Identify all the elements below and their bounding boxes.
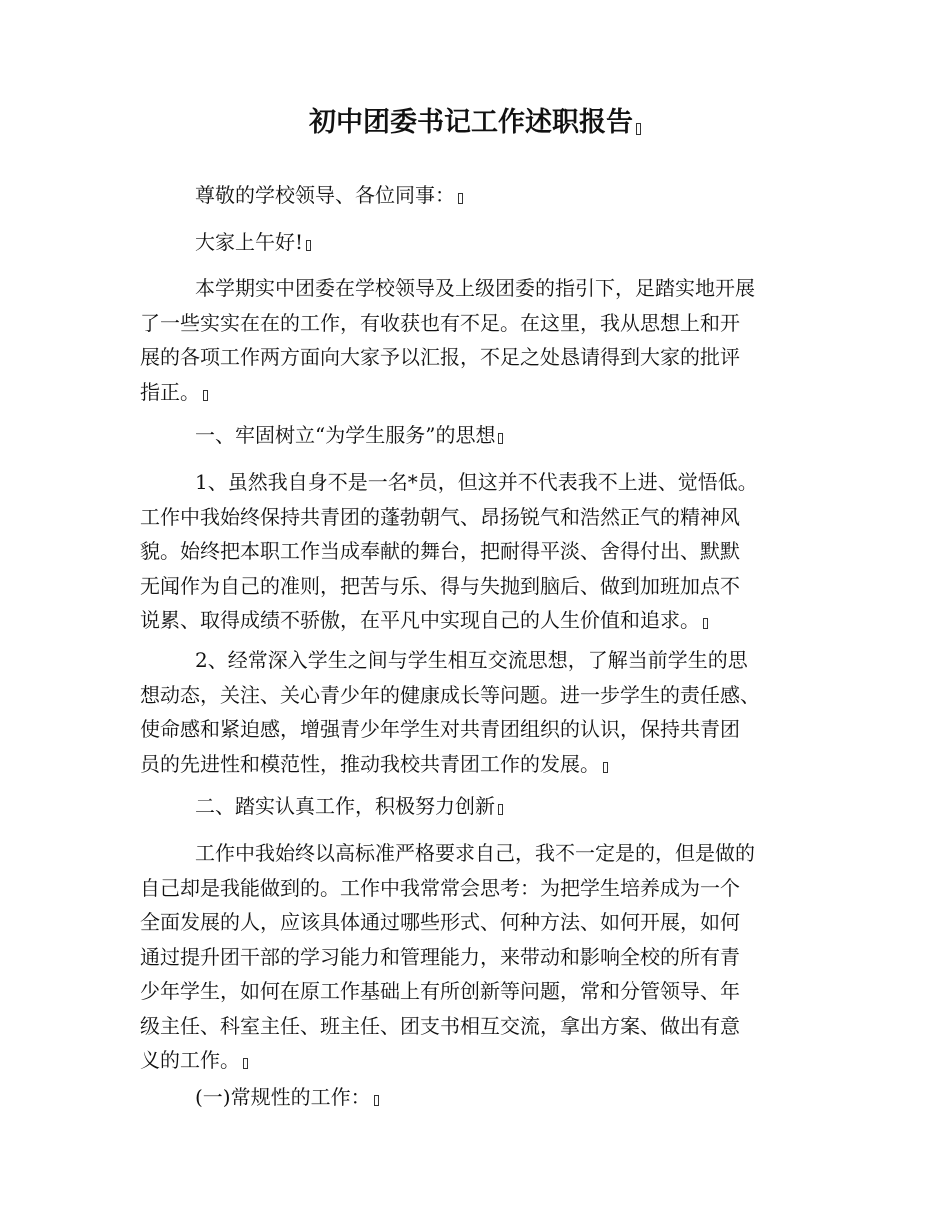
text-line: 指正。 xyxy=(140,375,840,410)
text-line: 自己却是我能做到的。工作中我常常会思考：为把学生培养成为一个 xyxy=(140,875,740,900)
text-line: 貌。始终把本职工作当成奉献的舞台，把耐得平淡、舍得付出、默默 xyxy=(140,539,740,563)
text-line: (一)常规性的工作： xyxy=(140,1080,840,1115)
text-line: 级主任、科室主任、班主任、团支书相互交流，拿出方案、做出有意 xyxy=(140,1013,740,1038)
text-line: 无闻作为自己的准则，把苦与乐、得与失抛到脑后、做到加班加点不 xyxy=(140,573,740,598)
text-line: 工作中我始终以高标准严格要求自己，我不一定是的，但是做的 xyxy=(195,841,755,865)
paragraph-mark-icon xyxy=(636,123,641,135)
paragraph-point-2 xyxy=(140,643,840,781)
text-line: 通过提升团干部的学习能力和管理能力，来带动和影响全校的所有青 xyxy=(140,944,740,969)
paragraph-mark-icon xyxy=(374,1095,379,1106)
subsection-heading xyxy=(140,1080,840,1115)
text-line: 2、经常深入学生之间与学生相互交流思想，了解当前学生的思 xyxy=(195,648,748,672)
text-line: 大家上午好! xyxy=(140,225,840,260)
paragraph-salutation xyxy=(140,178,840,213)
text-line: 二、踏实认真工作，积极努力创新 xyxy=(140,789,840,824)
text-line: 本学期实中团委在学校领导及上级团委的指引下，足踏实地开展 xyxy=(195,276,755,300)
paragraph-work xyxy=(140,836,840,1078)
paragraph-greeting xyxy=(140,225,840,260)
section-heading-1 xyxy=(140,418,840,453)
paragraph-mark-icon xyxy=(603,762,608,773)
paragraph-mark-icon xyxy=(498,804,503,815)
text-line: 展的各项工作两方面向大家予以汇报，不足之处恳请得到大家的批评 xyxy=(140,345,740,369)
paragraph-mark-icon xyxy=(306,240,311,251)
paragraph-mark-icon xyxy=(203,390,208,401)
text-line: 义的工作。 xyxy=(140,1043,840,1078)
text-line: 了一些实实在在的工作，有收获也有不足。在这里，我从思想上和开 xyxy=(140,310,740,335)
text-line: 1、虽然我自身不是一名*员，但这并不代表我不上进、觉悟低。 xyxy=(195,470,758,494)
text-line: 说累、取得成绩不骄傲，在平凡中实现自己的人生价值和追求。 xyxy=(140,603,840,638)
text-line: 工作中我始终保持共青团的蓬勃朝气、昂扬锐气和浩然正气的精神风 xyxy=(140,504,740,529)
text-line: 使命感和紧迫感，增强青少年学生对共青团组织的认识，保持共青团 xyxy=(140,717,740,741)
paragraph-intro xyxy=(140,271,840,409)
paragraph-mark-icon xyxy=(458,193,463,204)
section-heading-2 xyxy=(140,789,840,824)
document-title xyxy=(0,103,950,143)
text-line: 少年学生，如何在原工作基础上有所创新等问题，常和分管领导、年 xyxy=(140,979,740,1003)
paragraph-mark-icon xyxy=(498,433,503,444)
text-line: 尊敬的学校领导、各位同事： xyxy=(140,178,840,213)
text-line: 想动态，关注、关心青少年的健康成长等问题。进一步学生的责任感、 xyxy=(140,682,760,707)
paragraph-mark-icon xyxy=(703,618,708,629)
paragraph-point-1 xyxy=(140,465,840,638)
text-line: 一、牢固树立“为学生服务”的思想 xyxy=(140,418,840,453)
text-line: 员的先进性和模范性，推动我校共青团工作的发展。 xyxy=(140,747,840,782)
text-line: 全面发展的人，应该具体通过哪些形式、何种方法、如何开展，如何 xyxy=(140,910,740,934)
document-title-text: 初中团委书记工作述职报告 xyxy=(309,107,633,138)
paragraph-mark-icon xyxy=(243,1058,248,1069)
